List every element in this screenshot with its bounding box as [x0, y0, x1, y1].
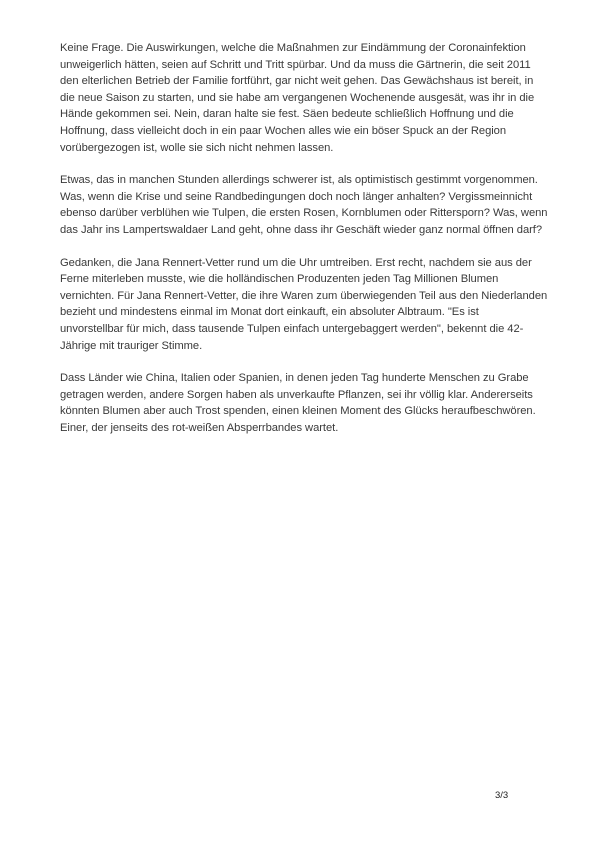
- text-line: den elterlichen Betrieb der Familie fortführt, gar nicht weit gehen. Das Gewächshaus ist bereit, in: [60, 75, 534, 88]
- text-line: Hände gekommen sei. Nein, daran halte sie fest. Säen bedeute schließlich Hoffnung und die: [60, 108, 514, 121]
- text-line: ebenso darüber verblühen wie Tulpen, die ersten Rosen, Kornblumen oder Rittersporn? Was, wenn: [60, 207, 548, 220]
- text-line: unvorstellbar für mich, dass tausende Tulpen einfach untergebaggert werden", bekennt die 42-: [60, 322, 524, 335]
- text-line: die neue Saison zu starten, und sie habe am vergangenen Wochenende ausgesät, was ihr in die: [60, 91, 535, 104]
- text-line: vernichten. Für Jana Rennert-Vetter, die ihre Waren zum überwiegenden Teil aus den Niederlanden: [60, 289, 548, 302]
- text-line: Gedanken, die Jana Rennert-Vetter rund um die Uhr umtreiben. Erst recht, nachdem sie aus der: [60, 256, 532, 269]
- paragraph-2: [60, 172, 548, 238]
- text-line: könnten Blumen aber auch Trost spenden, einen kleinen Moment des Glücks heraufbeschwören.: [60, 405, 536, 418]
- text-line: Ferne miterleben musste, wie die holländischen Produzenten jeden Tag Millionen Blumen: [60, 273, 499, 286]
- paragraph-1: [60, 40, 542, 156]
- paragraph-4: [60, 370, 542, 436]
- text-line: getragen werden, andere Sorgen haben als unverkaufte Pflanzen, sei ihr völlig klar. Andererseits: [60, 388, 533, 401]
- text-line: Einer, der jenseits des rot-weißen Absperrbandes wartet.: [60, 421, 339, 434]
- text-line: Etwas, das in manchen Stunden allerdings schwerer ist, als optimistisch gestimmt vorgenommen.: [60, 174, 538, 187]
- text-line: Jährige mit trauriger Stimme.: [60, 339, 203, 352]
- article-body: [60, 40, 548, 452]
- text-line: Dass Länder wie China, Italien oder Spanien, in denen jeden Tag hunderte Menschen zu Grabe: [60, 372, 529, 385]
- page-number: 3/3: [495, 790, 509, 801]
- text-line: Was, wenn die Krise und seine Randbedingungen doch noch länger anhalten? Vergissmeinnicht: [60, 190, 533, 203]
- paragraph-3: [60, 255, 548, 355]
- text-line: Keine Frage. Die Auswirkungen, welche die Maßnahmen zur Eindämmung der Coronainfektion: [60, 42, 526, 54]
- text-line: das Jahr ins Lampertswaldaer Land geht, ohne dass ihr Geschäft wieder ganz normal öffnen darf?: [60, 223, 543, 236]
- text-line: vorübergezogen ist, wolle sie sich nicht nehmen lassen.: [60, 141, 334, 154]
- text-line: unweigerlich hätten, seien auf Schritt und Tritt spürbar. Und da muss die Gärtnerin, die seit 2011: [60, 58, 531, 71]
- text-line: Hoffnung, dass vielleicht doch in ein paar Wochen alles wie ein böser Spuck an der Region: [60, 124, 507, 137]
- text-line: bezieht und mindestens einmal im Monat dort einkauft, ein absoluter Albtraum. "Es ist: [60, 306, 479, 319]
